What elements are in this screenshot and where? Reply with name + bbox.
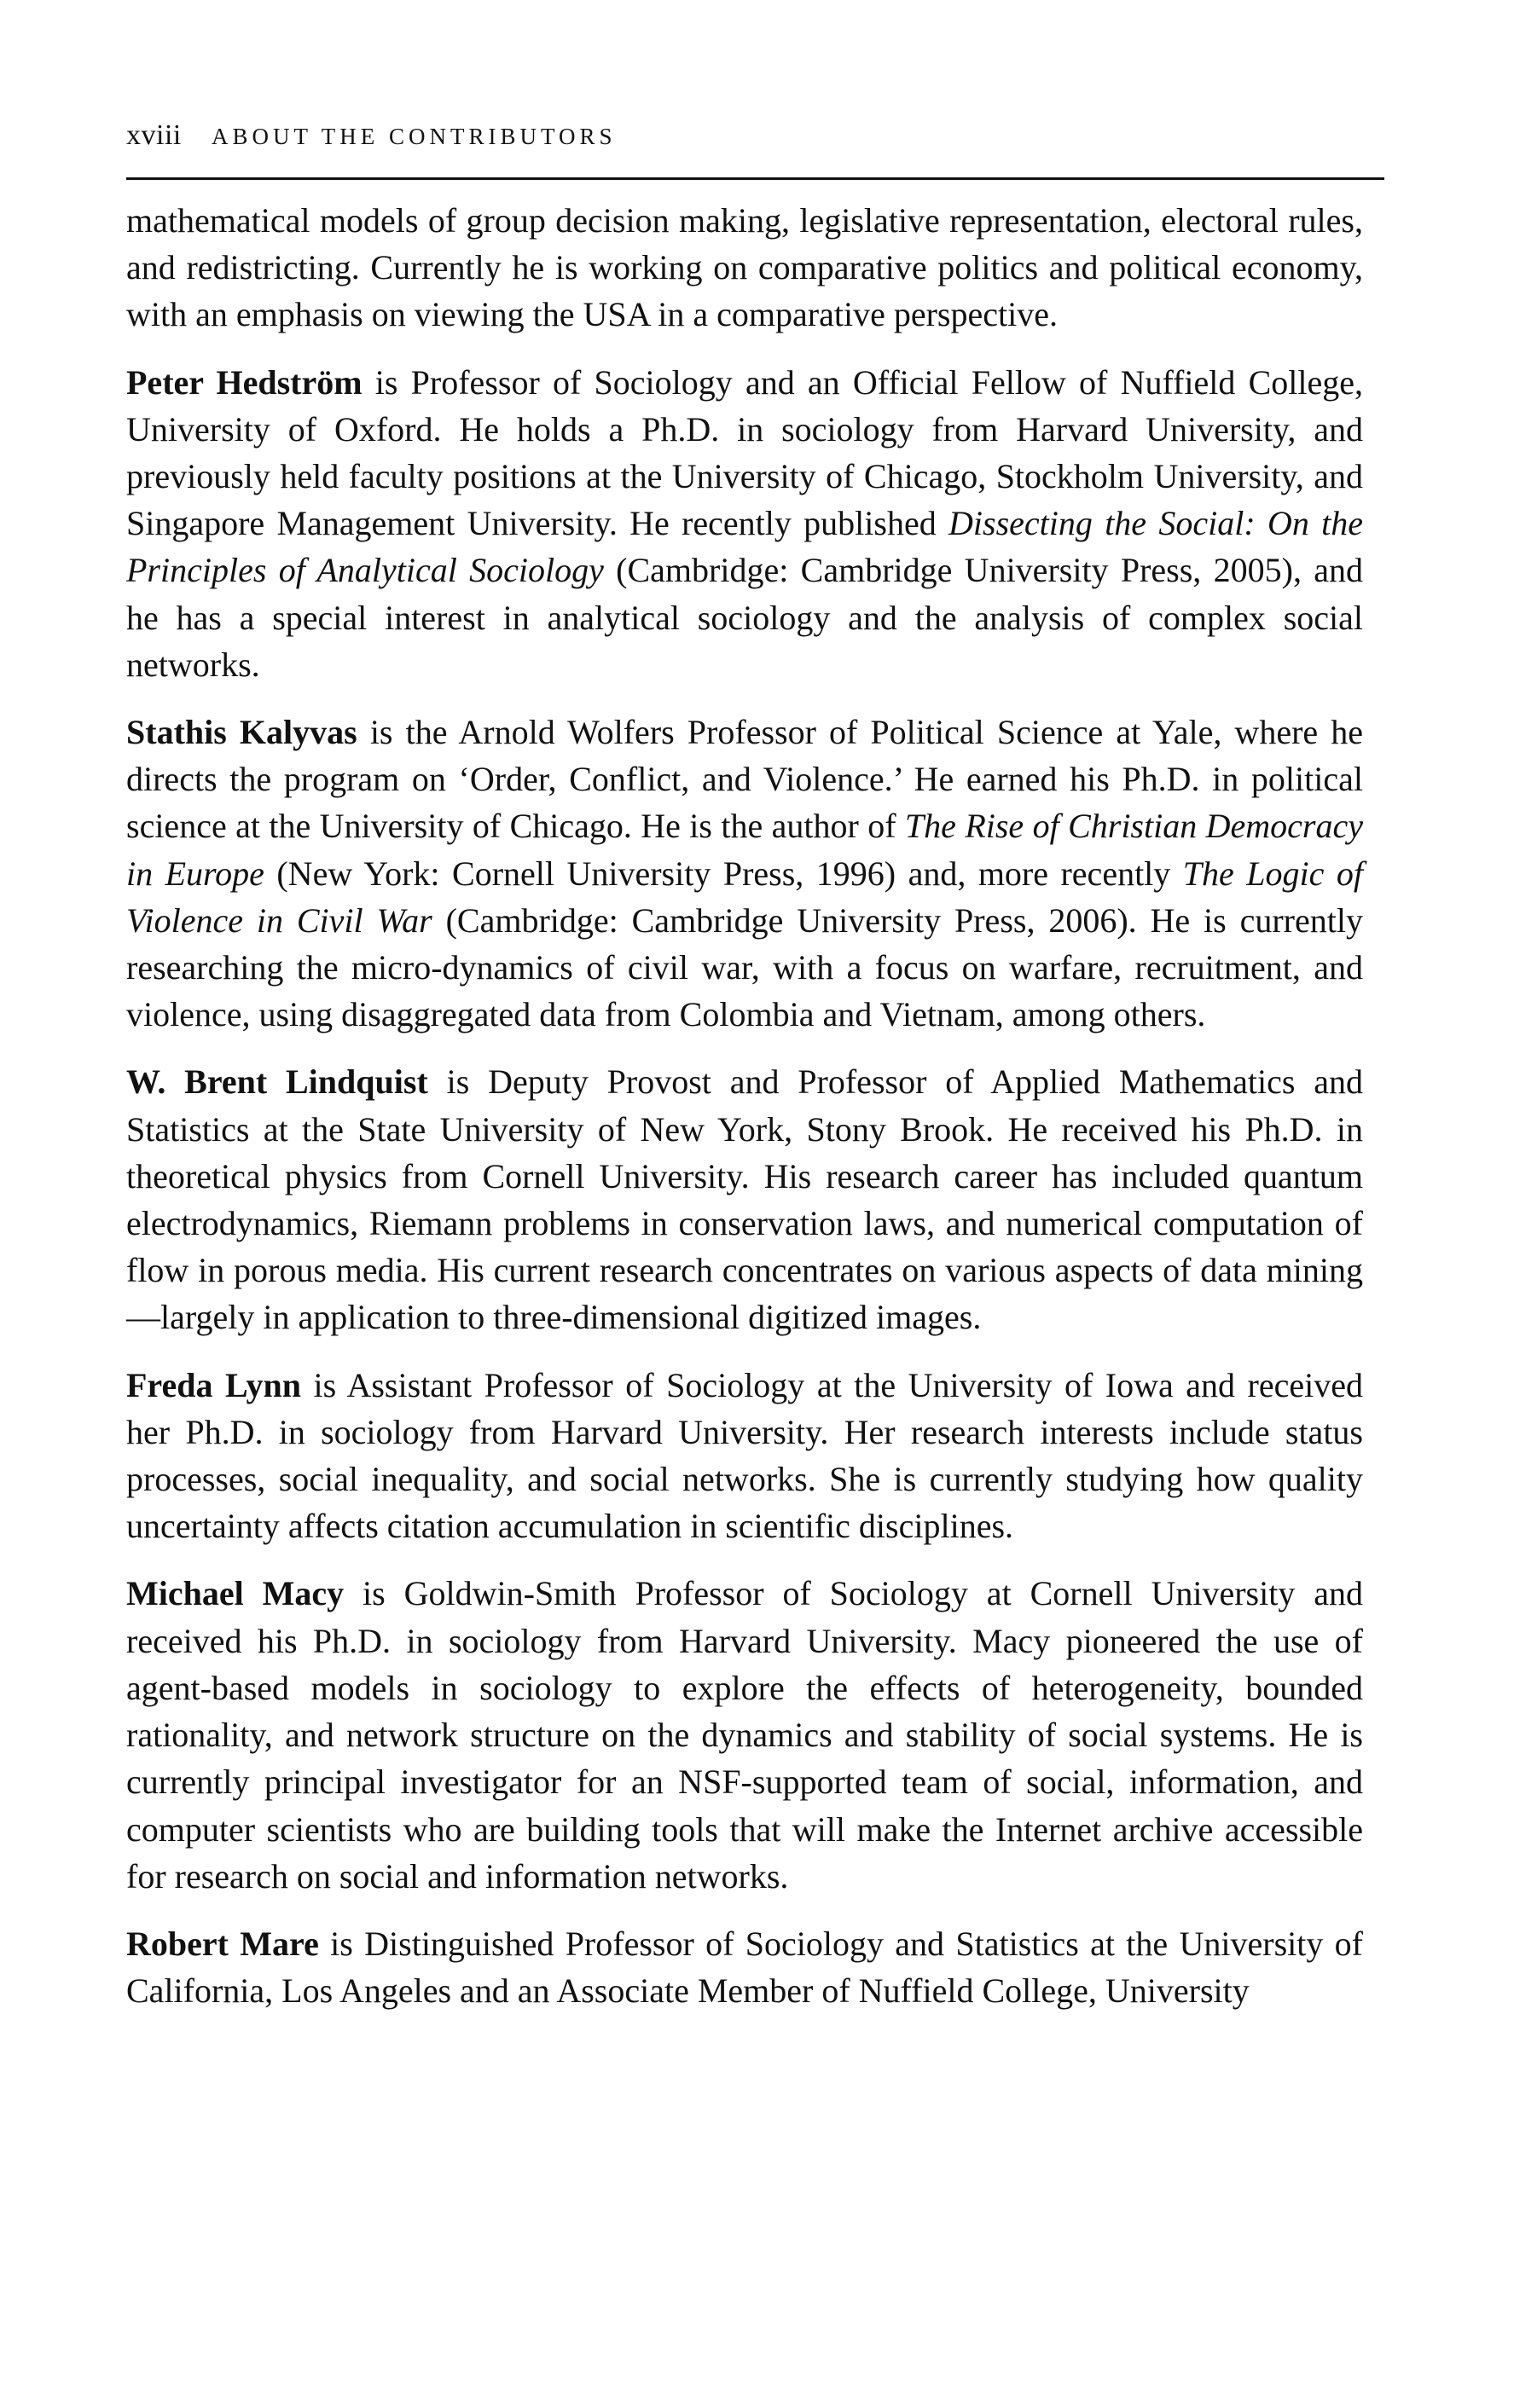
contributor-entry xyxy=(126,359,1363,688)
publication-title: Dissecting the Social: On the Principles of Analytical Sociology xyxy=(126,504,1363,590)
contributor-entry xyxy=(126,709,1363,1038)
contributor-entry xyxy=(126,1920,1363,2014)
bio-text: (Cambridge: Cambridge University Press, 2005), and he has a special interest in analytical sociology and the analysis of complex social networks. xyxy=(126,551,1363,684)
bio-text: is Goldwin-Smith Professor of Sociology at Cornell University and received his Ph.D. in sociology from Harvard University. Macy pioneered the use of agent-based models in sociology to explore the effects of heterogeneity, bounded rationality, and network structure on the dynamics and stability of social systems. He is currently principal investigator for an NSF-supported team of social, information, and computer scientists who are building tools that will make the Internet archive accessible for research on social and information networks. xyxy=(126,1574,1363,1896)
page-number: xviii xyxy=(126,119,182,151)
bio-text: (Cambridge: Cambridge University Press, 2006). He is currently researching the micro-dynamics of civil war, with a focus on warfare, recruitment, and violence, using disaggregated data from Colombia and Vietnam, among others. xyxy=(126,900,1363,1034)
publication-title: The Rise of Christian Democracy in Europe xyxy=(126,807,1363,893)
bio-text: is Distinguished Professor of Sociology and Statistics at the University of California, Los Angeles and an Associate Member of Nuffield College, University xyxy=(126,1924,1363,2011)
bio-text: mathematical models of group decision making, legislative representation, electoral rules, and redistricting. Currently he is working on comparative politics and political economy, with an emphasis on viewing the USA in a comparative perspective. xyxy=(126,201,1363,334)
contributor-entry xyxy=(126,1570,1363,1899)
bio-text: (New York: Cornell University Press, 1996) and, more recently xyxy=(264,854,1183,893)
continued-entry xyxy=(126,197,1363,339)
bio-text: is Professor of Sociology and an Official Fellow of Nuffield College, University of Oxford. He holds a Ph.D. in sociology from Harvard University, and previously held faculty positions at the University of Chicago, Stockholm University, and Singapore Management University. He recently published xyxy=(126,362,1363,543)
contributor-name: Robert Mare xyxy=(126,1924,319,1963)
contributor-name: Michael Macy xyxy=(126,1574,345,1613)
bio-text: is Deputy Provost and Professor of Applied Mathematics and Statistics at the State University of New York, Stony Brook. He received his Ph.D. in theoretical physics from Cornell University. His research career has included quantum electrodynamics, Riemann problems in conservation laws, and numerical computation of flow in porous media. His current research concentrates on various aspects of data mining—largely in application to three-dimensional digitized images. xyxy=(126,1062,1363,1337)
contributor-name: Peter Hedström xyxy=(126,362,363,402)
bio-text: is Assistant Professor of Sociology at the University of Iowa and received her Ph.D. in sociology from Harvard University. Her research interests include status processes, social inequality, and social networks. She is currently studying how quality uncertainty affects citation accumulation in scientific disciplines. xyxy=(126,1365,1363,1546)
publication-title: The Logic of Violence in Civil War xyxy=(126,854,1363,940)
contributor-name: Freda Lynn xyxy=(126,1365,301,1404)
contributors-body xyxy=(126,197,1363,2014)
contributor-name: Stathis Kalyvas xyxy=(126,713,357,752)
contributor-entry xyxy=(126,1362,1363,1550)
book-page xyxy=(126,119,1384,2035)
header-rule xyxy=(126,177,1384,180)
running-head xyxy=(126,119,1384,162)
contributor-entry xyxy=(126,1058,1363,1340)
contributor-name: W. Brent Lindquist xyxy=(126,1062,428,1102)
running-head-title: ABOUT THE CONTRIBUTORS xyxy=(212,124,617,149)
bio-text: is the Arnold Wolfers Professor of Political Science at Yale, where he directs the program on ‘Order, Conflict, and Violence.’ He earned his Ph.D. in political science at the University of Chicago. He is the author of xyxy=(126,713,1364,846)
